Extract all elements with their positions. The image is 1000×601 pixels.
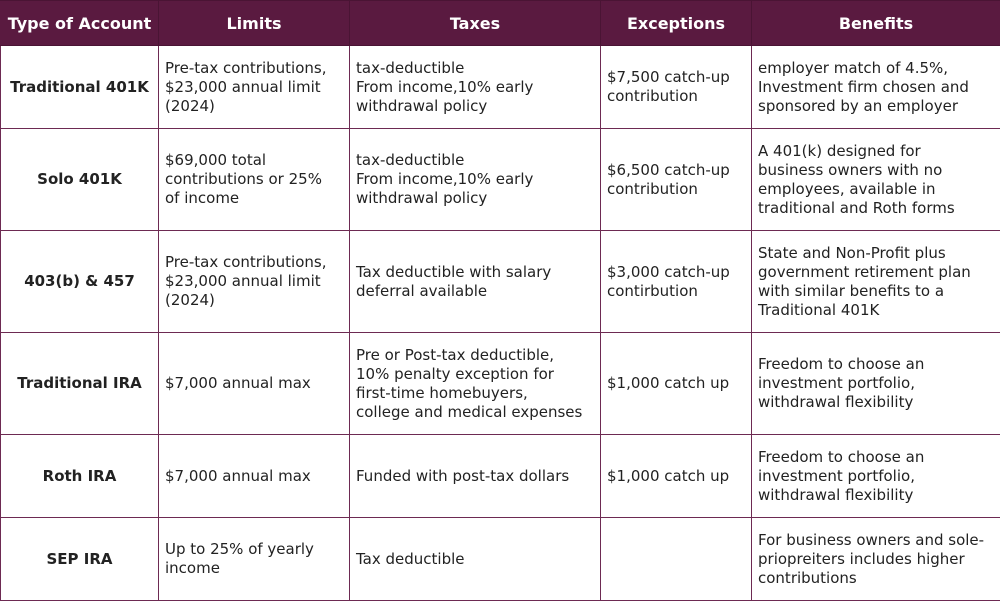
limits-text: Pre-tax contributions, $23,000 annual limit (2024) bbox=[165, 253, 343, 310]
account-name: SEP IRA bbox=[7, 550, 152, 569]
header-type-of-account: Type of Account bbox=[1, 1, 159, 46]
benefits-text: For business owners and sole- priopreiters includes higher contributions bbox=[758, 531, 994, 588]
benefits-cell bbox=[752, 518, 1000, 601]
table-row bbox=[1, 46, 1000, 129]
exceptions-text: $1,000 catch up bbox=[607, 374, 745, 393]
taxes-cell bbox=[350, 435, 601, 518]
taxes-cell bbox=[350, 231, 601, 333]
account-name-cell bbox=[1, 333, 159, 435]
header-row bbox=[1, 1, 1000, 46]
benefits-text: Freedom to choose an investment portfolio, withdrawal flexibility bbox=[758, 355, 994, 412]
taxes-cell bbox=[350, 46, 601, 129]
limits-text: $7,000 annual max bbox=[165, 467, 343, 486]
account-name: 403(b) & 457 bbox=[7, 272, 152, 291]
benefits-cell bbox=[752, 231, 1000, 333]
benefits-text: employer match of 4.5%, Investment firm chosen and sponsored by an employer bbox=[758, 59, 994, 116]
exceptions-text: $6,500 catch-up contribution bbox=[607, 161, 745, 199]
exceptions-cell bbox=[601, 333, 752, 435]
account-name-cell bbox=[1, 518, 159, 601]
exceptions-cell bbox=[601, 46, 752, 129]
taxes-text: Pre or Post-tax deductible, 10% penalty exception for first-time homebuyers, college and medical expenses bbox=[356, 346, 594, 422]
header-exceptions: Exceptions bbox=[601, 1, 752, 46]
table-row bbox=[1, 231, 1000, 333]
taxes-cell bbox=[350, 129, 601, 231]
header-limits: Limits bbox=[159, 1, 350, 46]
limits-text: Up to 25% of yearly income bbox=[165, 540, 343, 578]
taxes-cell bbox=[350, 518, 601, 601]
taxes-text: Funded with post-tax dollars bbox=[356, 467, 594, 486]
table-row bbox=[1, 333, 1000, 435]
limits-text: $69,000 total contributions or 25% of income bbox=[165, 151, 343, 208]
account-name: Traditional 401K bbox=[7, 78, 152, 97]
taxes-text: tax-deductible From income,10% early withdrawal policy bbox=[356, 151, 594, 208]
benefits-cell bbox=[752, 46, 1000, 129]
account-name-cell bbox=[1, 46, 159, 129]
benefits-text: A 401(k) designed for business owners with no employees, available in traditional and Roth forms bbox=[758, 142, 994, 218]
benefits-cell bbox=[752, 435, 1000, 518]
limits-cell bbox=[159, 231, 350, 333]
benefits-text: Freedom to choose an investment portfolio, withdrawal flexibility bbox=[758, 448, 994, 505]
limits-cell bbox=[159, 435, 350, 518]
benefits-cell bbox=[752, 129, 1000, 231]
exceptions-text: $1,000 catch up bbox=[607, 467, 745, 486]
account-name-cell bbox=[1, 129, 159, 231]
account-name-cell bbox=[1, 231, 159, 333]
table-row bbox=[1, 129, 1000, 231]
exceptions-text: $3,000 catch-up contirbution bbox=[607, 263, 745, 301]
account-name-cell bbox=[1, 435, 159, 518]
benefits-cell bbox=[752, 333, 1000, 435]
account-name: Traditional IRA bbox=[7, 374, 152, 393]
account-name: Roth IRA bbox=[7, 467, 152, 486]
header-taxes: Taxes bbox=[350, 1, 601, 46]
taxes-text: tax-deductible From income,10% early withdrawal policy bbox=[356, 59, 594, 116]
taxes-cell bbox=[350, 333, 601, 435]
exceptions-cell bbox=[601, 231, 752, 333]
exceptions-cell bbox=[601, 435, 752, 518]
limits-cell bbox=[159, 518, 350, 601]
limits-text: Pre-tax contributions, $23,000 annual limit (2024) bbox=[165, 59, 343, 116]
limits-cell bbox=[159, 46, 350, 129]
limits-cell bbox=[159, 129, 350, 231]
header-benefits: Benefits bbox=[752, 1, 1000, 46]
limits-cell bbox=[159, 333, 350, 435]
table-row bbox=[1, 518, 1000, 601]
exceptions-cell bbox=[601, 518, 752, 601]
benefits-text: State and Non-Profit plus government retirement plan with similar benefits to a Traditional 401K bbox=[758, 244, 994, 320]
exceptions-cell bbox=[601, 129, 752, 231]
table-row bbox=[1, 435, 1000, 518]
exceptions-text: $7,500 catch-up contribution bbox=[607, 68, 745, 106]
taxes-text: Tax deductible with salary deferral available bbox=[356, 263, 594, 301]
limits-text: $7,000 annual max bbox=[165, 374, 343, 393]
taxes-text: Tax deductible bbox=[356, 550, 594, 569]
account-name: Solo 401K bbox=[7, 170, 152, 189]
